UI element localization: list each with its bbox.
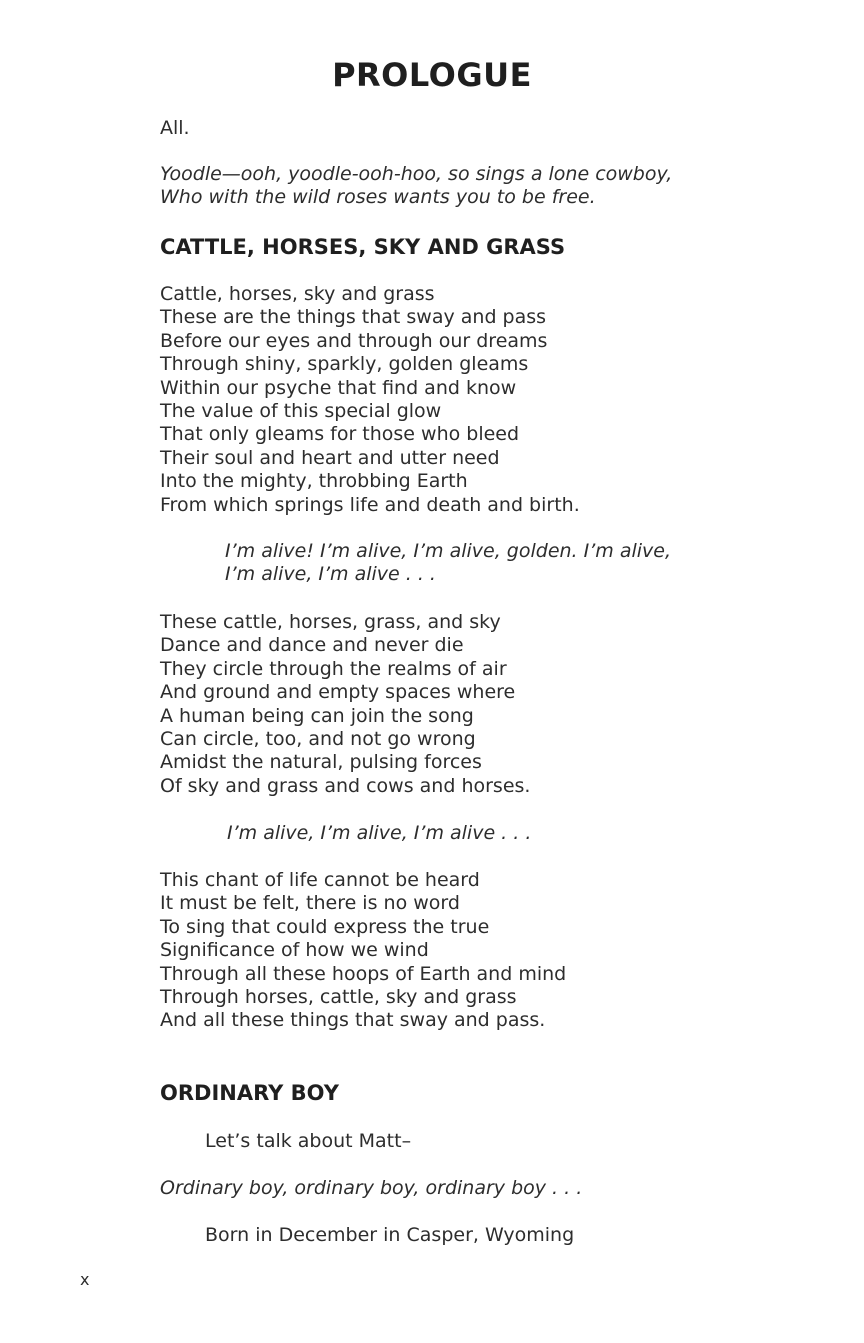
verse-line: From which springs life and death and birth. [160, 493, 580, 516]
verse-line: Cattle, horses, sky and grass [160, 283, 435, 305]
spoken-line: Born in December in Casper, Wyoming [205, 1224, 575, 1246]
verse-line: Their soul and heart and utter need [160, 446, 500, 469]
section-heading-ordinary-boy: ORDINARY BOY [160, 1081, 339, 1105]
speaker-label: All. [160, 117, 190, 139]
verse-line: I’m alive! I’m alive, I’m alive, golden. I’m alive, [225, 540, 671, 562]
verse-line: Of sky and grass and cows and horses. [160, 774, 531, 797]
verse-line: That only gleams for those who bleed [160, 423, 520, 446]
verse-line: Amidst the natural, pulsing forces [160, 751, 482, 774]
verse-line: Through all these hoops of Earth and mind [160, 962, 567, 985]
page-title: PROLOGUE [332, 56, 532, 94]
verse-line: Within our psyche that find and know [160, 376, 517, 399]
refrain-2: I’m alive, I’m alive, I’m alive . . . [227, 822, 532, 844]
verse-line: They circle through the realms of air [160, 657, 507, 680]
verse-line: And all these things that sway and pass. [160, 1009, 546, 1032]
verse-line: Who with the wild roses wants you to be free. [160, 186, 596, 209]
verse-line: These cattle, horses, grass, and sky [160, 611, 501, 633]
verse-line: These are the things that sway and pass [160, 306, 547, 329]
verse-line: Into the mighty, throbbing Earth [160, 470, 468, 493]
spoken-line: Let’s talk about Matt– [205, 1130, 412, 1152]
verse-line: And ground and empty spaces where [160, 681, 516, 704]
verse-line: It must be felt, there is no word [160, 892, 460, 915]
verse-line: This chant of life cannot be heard [160, 869, 480, 891]
verse-line: I’m alive, I’m alive . . . [225, 563, 436, 586]
verse-line: Dance and dance and never die [160, 634, 464, 657]
verse-line: Significance of how we wind [160, 939, 429, 962]
sung-line: Ordinary boy, ordinary boy, ordinary boy . . . [160, 1177, 583, 1199]
yodel-stanza [160, 163, 672, 210]
page-number: x [80, 1270, 90, 1289]
refrain-1 [225, 540, 671, 587]
verse-line: A human being can join the song [160, 704, 474, 727]
verse-line: Through horses, cattle, sky and grass [160, 986, 517, 1009]
section-heading-cattle: CATTLE, HORSES, SKY AND GRASS [160, 235, 566, 259]
verse-line: To sing that could express the true [160, 915, 490, 938]
stanza-2 [160, 611, 530, 798]
verse-line: Before our eyes and through our dreams [160, 329, 548, 352]
verse-line: Through shiny, sparkly, golden gleams [160, 353, 529, 376]
verse-line: Yoodle—ooh, yoodle-ooh-hoo, so sings a lone cowboy, [160, 163, 673, 185]
stanza-1 [160, 283, 580, 517]
verse-line: The value of this special glow [160, 400, 442, 423]
stanza-3 [160, 869, 566, 1033]
verse-line: Can circle, too, and not go wrong [160, 728, 476, 751]
